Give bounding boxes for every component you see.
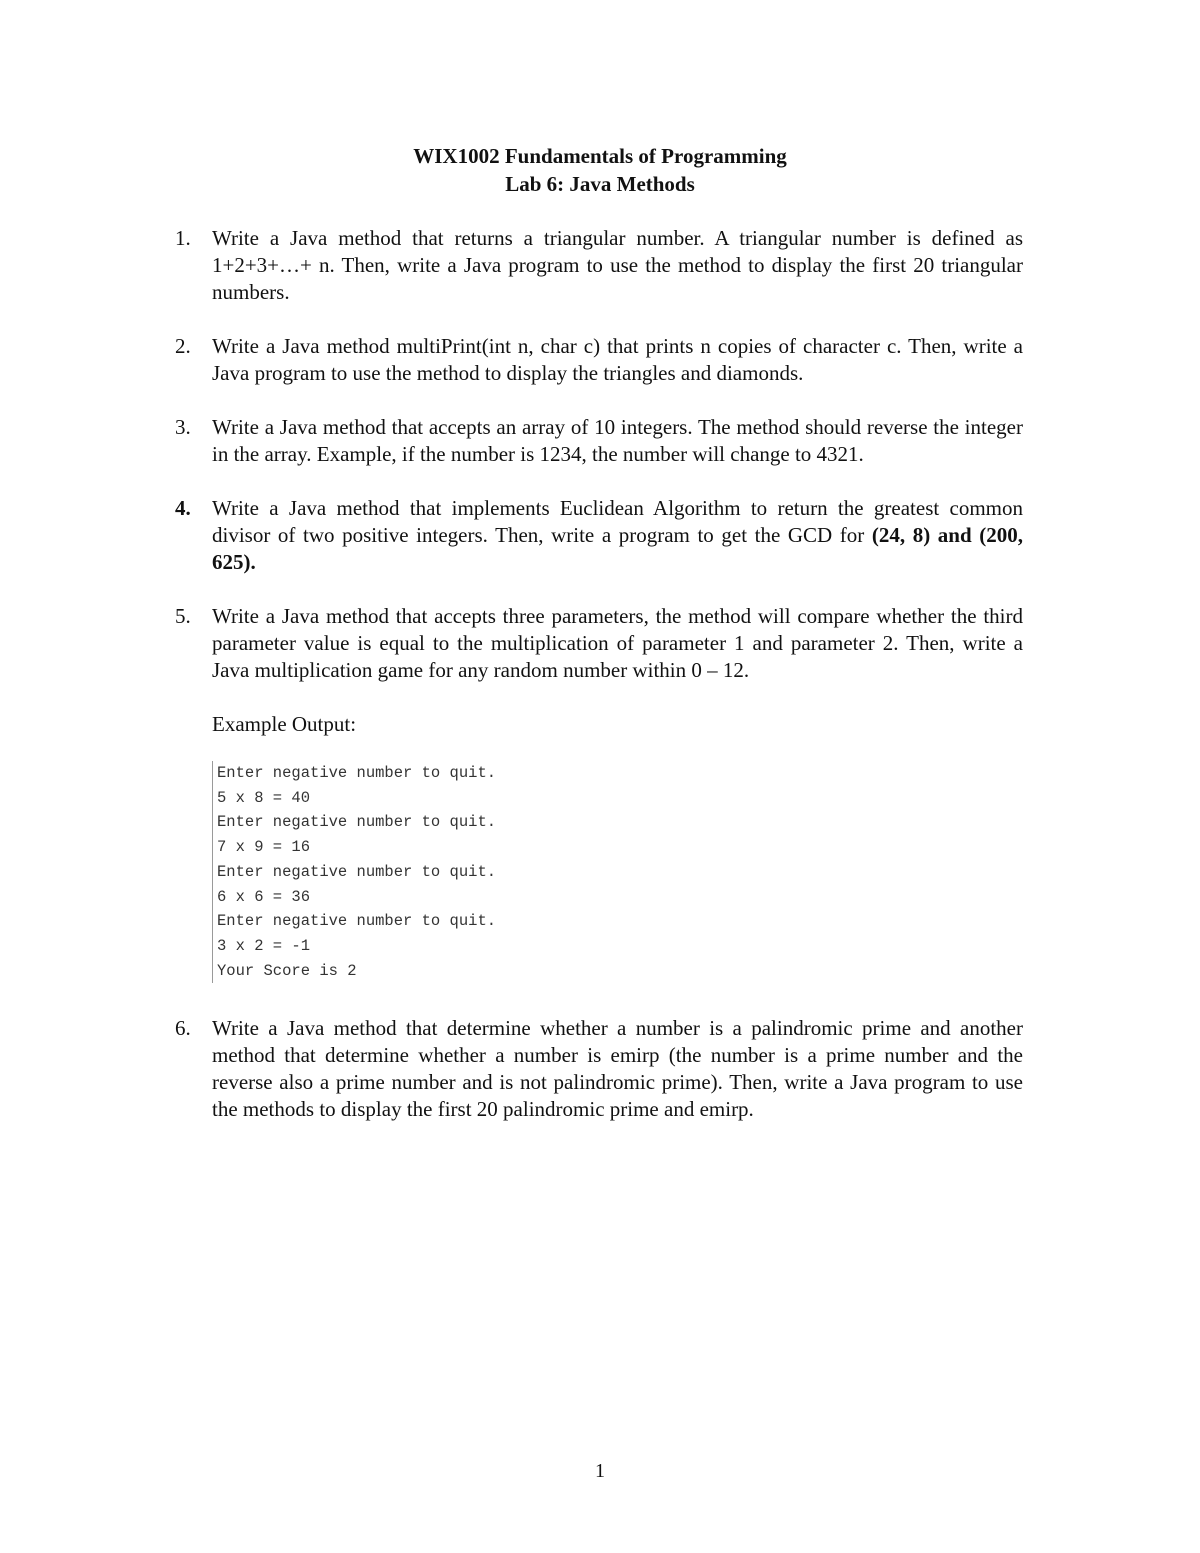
console-line: 5 x 8 = 40 <box>217 788 311 807</box>
console-line: Enter negative number to quit. <box>217 862 497 881</box>
question-list <box>0 225 1200 1150</box>
question-text: Write a Java method that determine whether a number is a palindromic prime and another method that determine whether a number is emirp (the number is a prime number and the reverse also a prime number and is not palindromic prime). Then, write a Java program to use the methods to display the first 20 palindromic prime and emirp. <box>212 1016 1023 1122</box>
question-text: Write a Java method that returns a triangular number. A triangular number is defined as 1+2+3+…+ n. Then, write a Java program to use the method to display the first 20 triangular numbers. <box>212 226 1023 304</box>
question-6 <box>0 1015 1023 1123</box>
document-header <box>0 142 1200 198</box>
course-title: WIX1002 Fundamentals of Programming <box>413 144 787 168</box>
question-3 <box>0 414 1023 468</box>
question-4 <box>0 495 1023 576</box>
question-1 <box>0 225 1023 306</box>
console-line: Your Score is 2 <box>217 961 357 980</box>
console-line: 6 x 6 = 36 <box>217 887 311 906</box>
console-line: 3 x 2 = -1 <box>217 936 311 955</box>
question-text: Write a Java method multiPrint(int n, char c) that prints n copies of character c. Then, write a Java program to use the method to display the triangles and diamonds. <box>212 334 1023 385</box>
question-text: Write a Java method that accepts three parameters, the method will compare whether the third parameter value is equal to the multiplication of parameter 1 and parameter 2. Then, write a Java multiplication game for any random number within 0 – 12. <box>212 604 1023 682</box>
question-text-bold: (24, 8) and (200, 625). <box>212 523 1023 574</box>
question-2 <box>0 333 1023 387</box>
question-number: 6. <box>175 1016 191 1041</box>
page-number: 1 <box>595 1460 605 1482</box>
question-5 <box>0 603 1023 983</box>
question-text: Write a Java method that implements Euclidean Algorithm to return the greatest common divisor of two positive integers. Then, write a program to get the GCD for <box>212 496 1023 547</box>
question-number: 2. <box>175 334 191 358</box>
console-output <box>212 761 597 983</box>
lab-title: Lab 6: Java Methods <box>505 172 695 196</box>
question-number: 5. <box>175 604 191 628</box>
console-line: Enter negative number to quit. <box>217 764 497 782</box>
question-text: Write a Java method that accepts an array of 10 integers. The method should reverse the integer in the array. Example, if the number is 1234, the number will change to 4321. <box>212 415 1023 466</box>
example-output-label: Example Output: <box>212 712 357 736</box>
question-number: 4. <box>175 496 191 520</box>
console-line: Enter negative number to quit. <box>217 912 497 931</box>
console-line: 7 x 9 = 16 <box>217 838 311 857</box>
console-line: Enter negative number to quit. <box>217 813 497 832</box>
question-number: 3. <box>175 415 191 439</box>
question-number: 1. <box>175 226 191 250</box>
